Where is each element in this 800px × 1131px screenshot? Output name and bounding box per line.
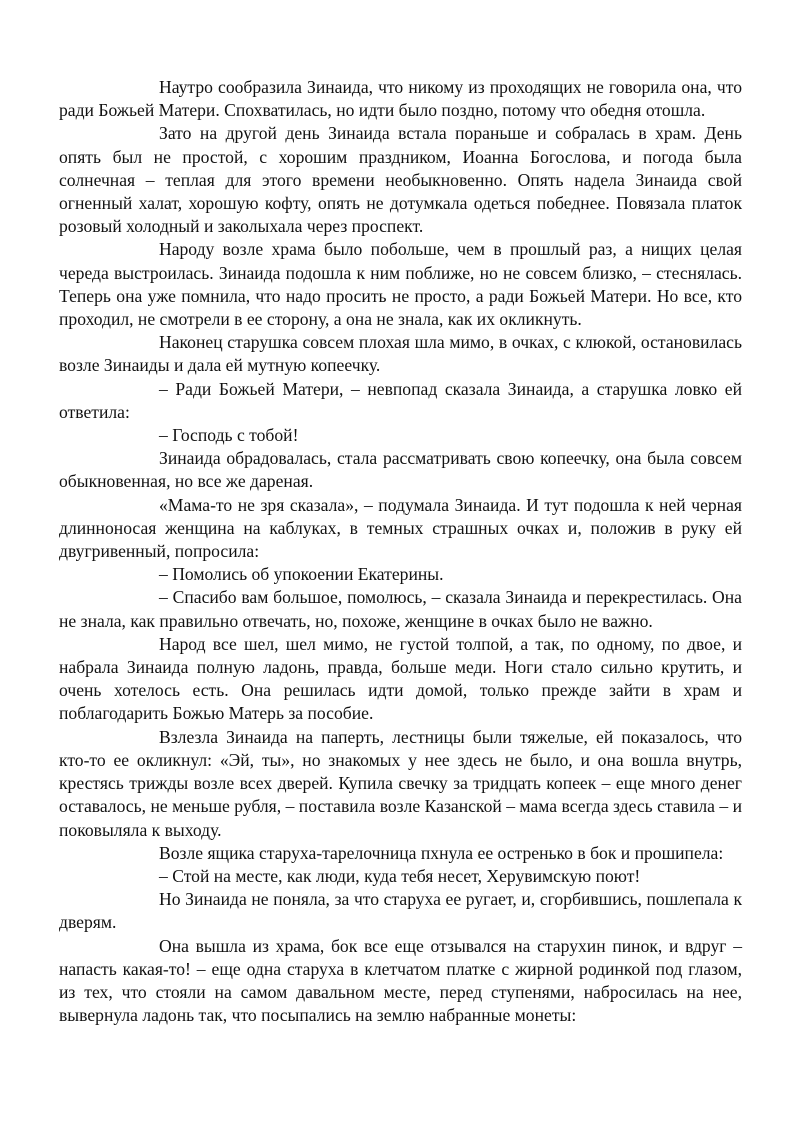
paragraph: Взлезла Зинаида на паперть, лестницы были тяжелые, ей показалось, что кто-то ее окликнул: «Эй, ты», но знакомых у нее здесь не было, и она вошла внутрь, крестясь трижды возле всех дверей. Купила свечку за тридцать копеек – еще много денег оставалось, не меньше рубля, – поставила возле Казанской – мама всегда здесь ставила – и поковыляла к выходу. (59, 726, 742, 840)
paragraph: Зато на другой день Зинаида встала пораньше и собралась в храм. День опять был не простой, с хорошим праздником, Иоанна Богослова, и погода была солнечная – теплая для этого времени необыкновенно. Опять надела Зинаида свой огненный халат, хорошую кофту, опять не дотумкала одеться победнее. Повязала платок розовый холодный и заколыхала через проспект. (59, 123, 742, 237)
paragraph: Народу возле храма было побольше, чем в прошлый раз, а нищих целая череда выстроилась. Зинаида подошла к ним поближе, но не совсем близко, – стеснялась. Теперь она уже помнила, что надо просить не просто, а ради Божьей Матери. Но все, кто проходил, не смотрели в ее сторону, а она не знала, как их окликнуть. (59, 239, 742, 330)
paragraph: Но Зинаида не поняла, за что старуха ее ругает, и, сгорбившись, пошлепала к дверям. (59, 889, 742, 933)
document-page (59, 76, 742, 1027)
paragraph: «Мама-то не зря сказала», – подумала Зинаида. И тут подошла к ней черная длинноносая женщина на каблуках, в темных страшных очках и, положив в руку ей двугривенный, попросила: (59, 494, 742, 562)
paragraph: Наутро сообразила Зинаида, что никому из проходящих не говорила она, что ради Божьей Матери. Спохватилась, но идти было поздно, потому что обедня отошла. (59, 77, 742, 121)
paragraph: – Помолись об упокоении Екатерины. (159, 564, 444, 585)
paragraph: Зинаида обрадовалась, стала рассматривать свою копеечку, она была совсем обыкновенная, но все же дареная. (59, 448, 742, 492)
paragraph: Возле ящика старуха-тарелочница пхнула ее остренько в бок и прошипела: (159, 842, 724, 863)
paragraph: – Ради Божьей Матери, – невпопад сказала Зинаида, а старушка ловко ей ответила: (59, 378, 742, 422)
paragraph: – Господь с тобой! (159, 425, 299, 446)
paragraph: Народ все шел, шел мимо, не густой толпой, а так, по одному, по двое, и набрала Зинаида полную ладонь, правда, больше меди. Ноги стало сильно крутить, и очень хотелось есть. Она решилась идти домой, только прежде зайти в храм и поблагодарить Божью Матерь за пособие. (59, 633, 742, 724)
paragraph: – Спасибо вам большое, помолюсь, – сказала Зинаида и перекрестилась. Она не знала, как правильно отвечать, но, похоже, женщине в очках было не важно. (59, 587, 742, 631)
paragraph: Она вышла из храма, бок все еще отзывался на старухин пинок, и вдруг – напасть какая-то! – еще одна старуха в клетчатом платке с жирной родинкой под глазом, из тех, что стояли на самом давальном месте, перед ступенями, набросилась на нее, вывернула ладонь так, что посыпались на землю набранные монеты: (59, 935, 742, 1026)
paragraph: Наконец старушка совсем плохая шла мимо, в очках, с клюкой, остановилась возле Зинаиды и дала ей мутную копеечку. (59, 332, 742, 376)
paragraph: – Стой на месте, как люди, куда тебя несет, Херувимскую поют! (159, 865, 641, 886)
